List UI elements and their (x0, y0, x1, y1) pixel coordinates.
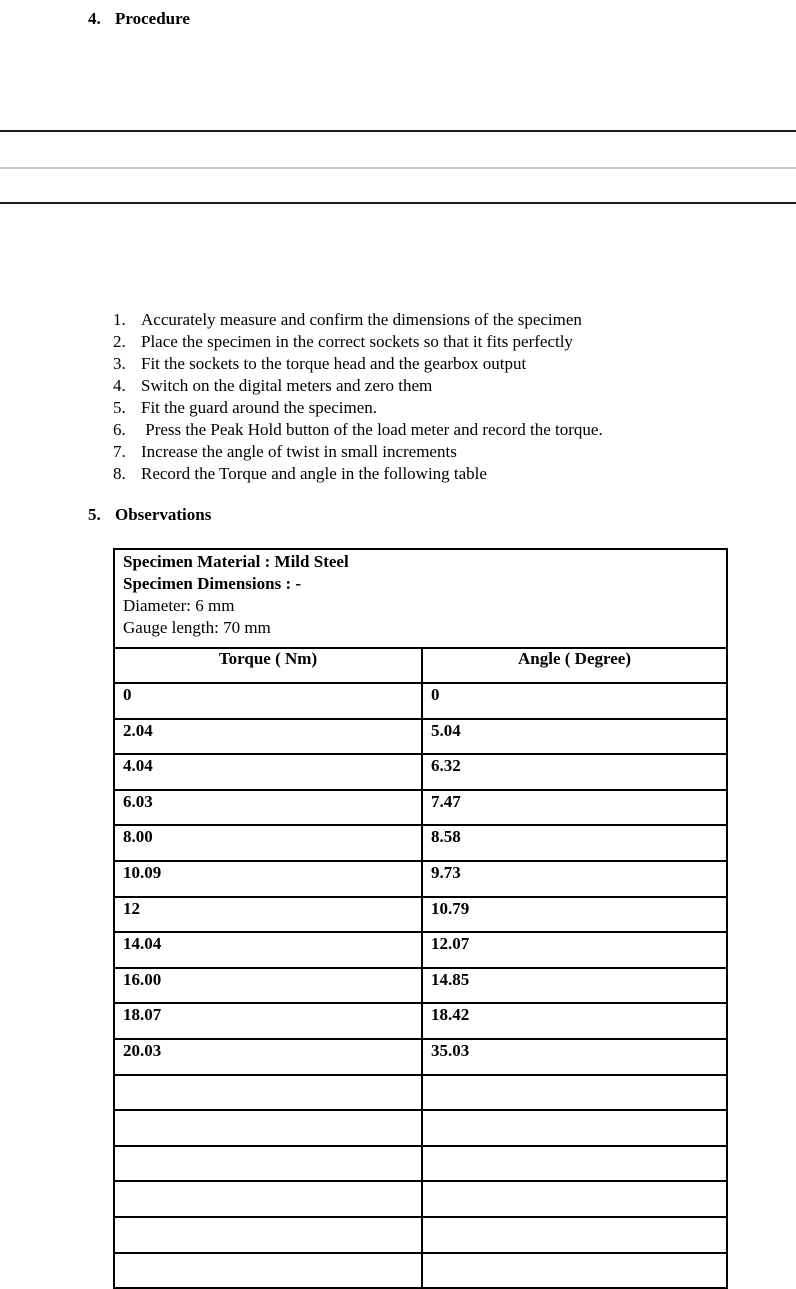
procedure-heading (88, 9, 190, 29)
torque-cell: 18.07 (114, 1003, 422, 1039)
table-row (114, 754, 727, 790)
torque-cell: 0 (114, 683, 422, 719)
specimen-gauge-length: Gauge length: 70 mm (123, 618, 271, 637)
divider-top (0, 130, 796, 132)
angle-column-header: Angle ( Degree) (422, 648, 727, 683)
table-body (114, 683, 727, 1288)
torque-cell: 12 (114, 897, 422, 933)
table-row (114, 861, 727, 897)
specimen-material: Specimen Material : Mild Steel (123, 552, 349, 571)
step-text: Press the Peak Hold button of the load meter and record the torque. (141, 420, 603, 439)
angle-cell (422, 1253, 727, 1289)
angle-cell (422, 1110, 727, 1146)
step-text: Fit the sockets to the torque head and the gearbox output (141, 354, 527, 373)
torque-cell (114, 1110, 422, 1146)
torque-cell: 10.09 (114, 861, 422, 897)
table-row (114, 897, 727, 933)
table-row (114, 1039, 727, 1075)
angle-cell: 7.47 (422, 790, 727, 826)
torque-cell (114, 1146, 422, 1182)
torque-cell: 14.04 (114, 932, 422, 968)
procedure-steps-list (113, 309, 603, 485)
observations-table (113, 548, 728, 1289)
procedure-heading-number: 4. (88, 9, 101, 28)
step-number: 2. (113, 332, 126, 351)
angle-cell (422, 1181, 727, 1217)
table-row (114, 1003, 727, 1039)
angle-cell: 5.04 (422, 719, 727, 755)
table-row (114, 790, 727, 826)
step-number: 8. (113, 464, 126, 483)
specimen-info-row (114, 549, 727, 648)
angle-cell (422, 1146, 727, 1182)
angle-cell: 6.32 (422, 754, 727, 790)
torque-cell: 4.04 (114, 754, 422, 790)
angle-cell: 9.73 (422, 861, 727, 897)
procedure-heading-title: Procedure (115, 9, 190, 28)
step-number: 4. (113, 376, 126, 395)
torque-cell: 20.03 (114, 1039, 422, 1075)
torque-cell: 2.04 (114, 719, 422, 755)
table-row (114, 683, 727, 719)
procedure-step (113, 397, 603, 419)
table-row (114, 1253, 727, 1289)
table-header-row (114, 648, 727, 683)
procedure-step (113, 331, 603, 353)
angle-cell: 18.42 (422, 1003, 727, 1039)
step-text: Switch on the digital meters and zero them (141, 376, 433, 395)
torque-cell (114, 1075, 422, 1111)
angle-cell: 0 (422, 683, 727, 719)
table-row (114, 825, 727, 861)
angle-cell: 14.85 (422, 968, 727, 1004)
procedure-step (113, 309, 603, 331)
procedure-step (113, 441, 603, 463)
procedure-step (113, 375, 603, 397)
step-number: 1. (113, 310, 126, 329)
angle-cell: 12.07 (422, 932, 727, 968)
torque-column-header: Torque ( Nm) (114, 648, 422, 683)
specimen-dimensions: Specimen Dimensions : - (123, 574, 302, 593)
torque-cell: 6.03 (114, 790, 422, 826)
table-row (114, 719, 727, 755)
step-number: 7. (113, 442, 126, 461)
angle-cell (422, 1075, 727, 1111)
table-row (114, 968, 727, 1004)
angle-cell (422, 1217, 727, 1253)
step-text: Place the specimen in the correct sockets so that it fits perfectly (141, 332, 573, 351)
step-text: Increase the angle of twist in small increments (141, 442, 457, 461)
procedure-step (113, 463, 603, 485)
table-row (114, 1075, 727, 1111)
torque-cell (114, 1217, 422, 1253)
torque-cell (114, 1253, 422, 1289)
step-number: 6. (113, 420, 126, 439)
table-row (114, 1181, 727, 1217)
step-text: Record the Torque and angle in the following table (141, 464, 487, 483)
step-number: 3. (113, 354, 126, 373)
table-row (114, 1217, 727, 1253)
observations-heading (88, 505, 211, 525)
table-row (114, 1110, 727, 1146)
angle-cell: 10.79 (422, 897, 727, 933)
specimen-diameter: Diameter: 6 mm (123, 596, 235, 615)
step-number: 5. (113, 398, 126, 417)
angle-cell: 8.58 (422, 825, 727, 861)
observations-heading-title: Observations (115, 505, 212, 524)
divider-bottom (0, 202, 796, 204)
angle-cell: 35.03 (422, 1039, 727, 1075)
procedure-step (113, 419, 603, 441)
torque-cell (114, 1181, 422, 1217)
divider-middle (0, 167, 796, 169)
specimen-info-cell (114, 549, 727, 648)
step-text: Accurately measure and confirm the dimensions of the specimen (141, 310, 582, 329)
observations-heading-number: 5. (88, 505, 101, 524)
table-row (114, 1146, 727, 1182)
procedure-step (113, 353, 603, 375)
table-row (114, 932, 727, 968)
torque-cell: 8.00 (114, 825, 422, 861)
step-text: Fit the guard around the specimen. (141, 398, 378, 417)
torque-cell: 16.00 (114, 968, 422, 1004)
